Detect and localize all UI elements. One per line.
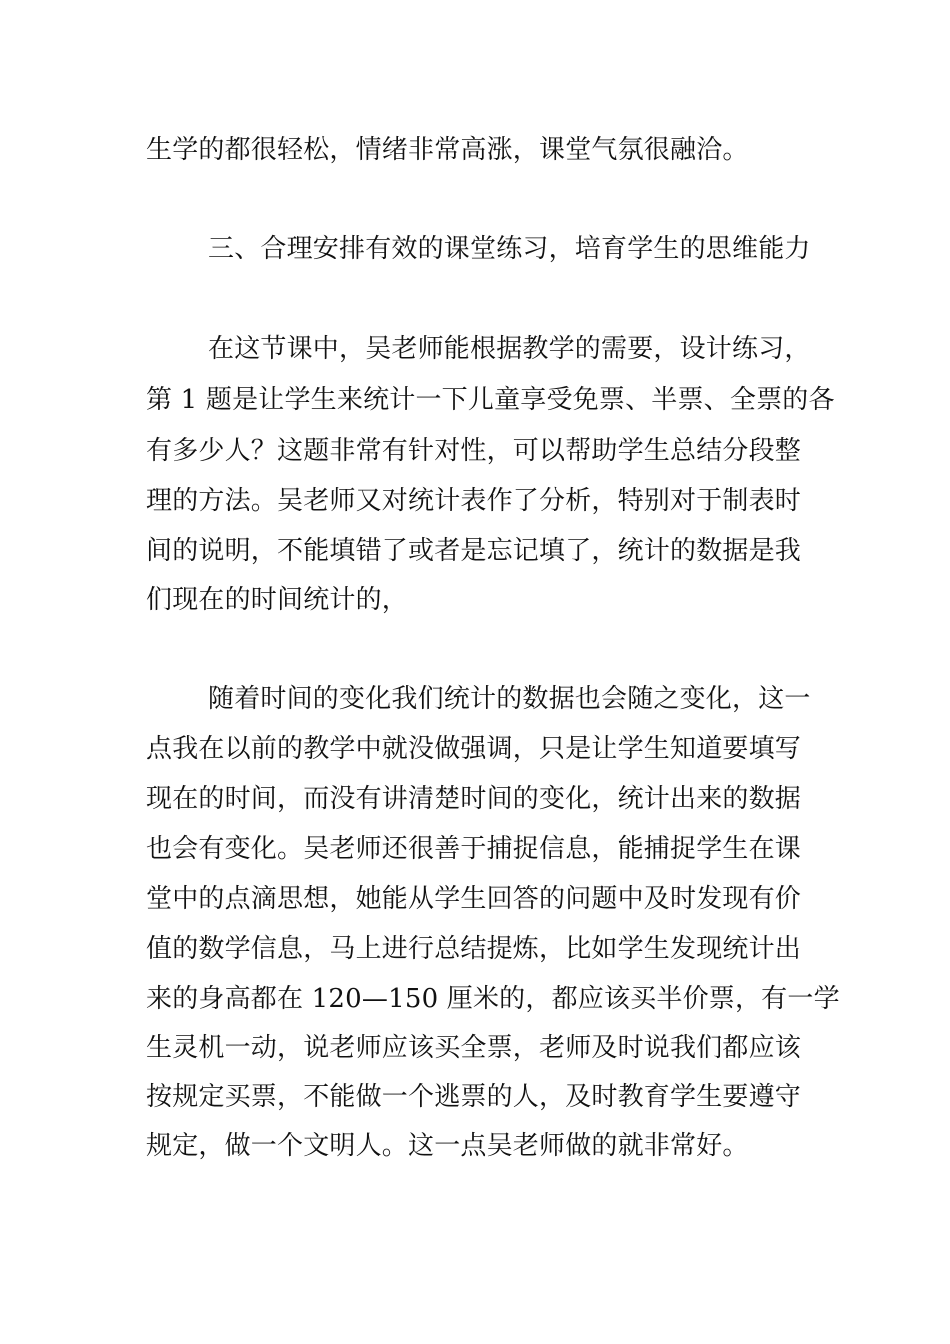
paragraph-line: 现在的时间，而没有讲清楚时间的变化，统计出来的数据: [146, 784, 802, 814]
section-heading: 三、合理安排有效的课堂练习，培育学生的思维能力: [208, 234, 811, 264]
paragraph-line: 在这节课中，吴老师能根据教学的需要，设计练习，: [208, 334, 811, 364]
paragraph-line: 间的说明，不能填错了或者是忘记填了，统计的数据是我: [146, 536, 802, 566]
paragraph-line: 生灵机一动，说老师应该买全票，老师及时说我们都应该: [146, 1033, 802, 1063]
paragraph-line: 堂中的点滴思想，她能从学生回答的问题中及时发现有价: [146, 884, 802, 914]
paragraph-line: 们现在的时间统计的，: [146, 585, 409, 615]
paragraph-line: 按规定买票，不能做一个逃票的人，及时教育学生要遵守: [146, 1082, 802, 1112]
paragraph-line: 有多少人？这题非常有针对性，可以帮助学生总结分段整: [146, 436, 802, 466]
paragraph-line: 值的数学信息，马上进行总结提炼，比如学生发现统计出: [146, 934, 802, 964]
paragraph-line: 点我在以前的教学中就没做强调，只是让学生知道要填写: [146, 734, 802, 764]
paragraph-line: 也会有变化。吴老师还很善于捕捉信息，能捕捉学生在课: [146, 834, 802, 864]
paragraph-line: 第 1 题是让学生来统计一下儿童享受免票、半票、全票的各: [146, 385, 835, 415]
paragraph-line: 生学的都很轻松，情绪非常高涨，课堂气氛很融洽。: [146, 135, 749, 165]
paragraph-line: 规定，做一个文明人。这一点吴老师做的就非常好。: [146, 1131, 749, 1161]
paragraph-line: 来的身高都在 120—150 厘米的，都应该买半价票，有一学: [146, 984, 840, 1014]
paragraph-line: 理的方法。吴老师又对统计表作了分析，特别对于制表时: [146, 486, 802, 516]
paragraph-line: 随着时间的变化我们统计的数据也会随之变化，这一: [208, 684, 811, 714]
